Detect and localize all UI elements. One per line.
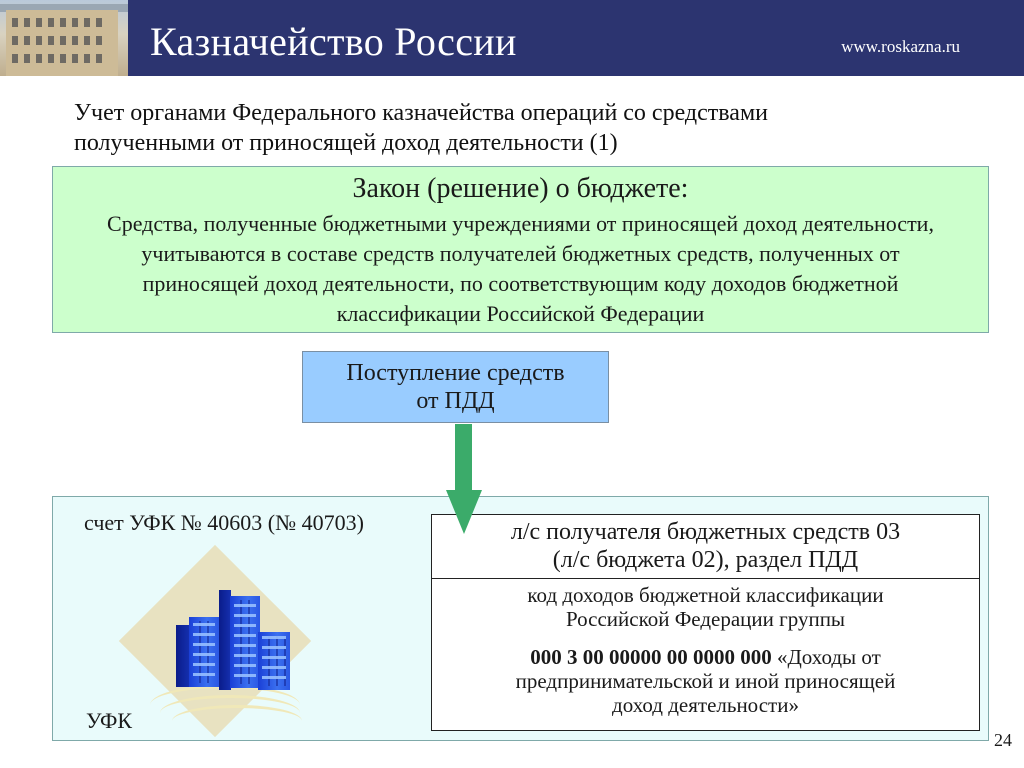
income-code-line2: Российской Федерации группы (565, 607, 846, 631)
code-description-start: «Доходы от (771, 645, 881, 669)
ufk-label: УФК (86, 708, 132, 733)
income-code-line1: код доходов бюджетной классификации (527, 583, 884, 607)
ufk-account-number: счет УФК № 40603 (№ 40703) (84, 510, 364, 535)
page-number: 24 (994, 730, 1012, 750)
personal-account-line1: л/с получателя бюджетных средств 03 (510, 519, 901, 545)
treasury-building-photo (0, 0, 128, 76)
funds-receipt-line1: Поступление средств (346, 360, 565, 386)
arrow-head-icon (446, 490, 482, 534)
budget-classification-code: 000 3 00 00000 00 0000 000 (530, 645, 772, 669)
personal-account-cell (432, 515, 979, 579)
code-description-line3: доход деятельности» (612, 693, 799, 717)
header-title: Казначейство России (150, 19, 517, 64)
slide-title (74, 98, 954, 158)
code-description-line2: предпринимательской и иной приносящей (515, 669, 896, 693)
personal-account-line2: (л/с бюджета 02), раздел ПДД (552, 547, 859, 573)
budget-law-box (52, 166, 989, 333)
slide-title-line2: полученными от приносящей доход деятельности (1) (74, 130, 618, 156)
header-website-link[interactable]: www.roskazna.ru (841, 37, 960, 56)
funds-receipt-box (302, 351, 609, 423)
income-code-cell (432, 580, 979, 730)
header-bar (0, 0, 1024, 76)
flow-arrow-down-icon (455, 424, 472, 492)
budget-law-text: Средства, полученные бюджетными учреждениями от приносящей доход деятельности, учитываются в составе средств получателей бюджетных средств, полученных от приносящей доход деятельности, по соответствующим коду доходов бюджетной классификации Российской Федерации (107, 211, 934, 326)
funds-receipt-line2: от ПДД (416, 388, 495, 414)
recipient-account-table (431, 514, 980, 731)
budget-law-heading: Закон (решение) о бюджете: (352, 173, 689, 204)
slide-title-line1: Учет органами Федерального казначейства операций со средствами (74, 100, 768, 126)
